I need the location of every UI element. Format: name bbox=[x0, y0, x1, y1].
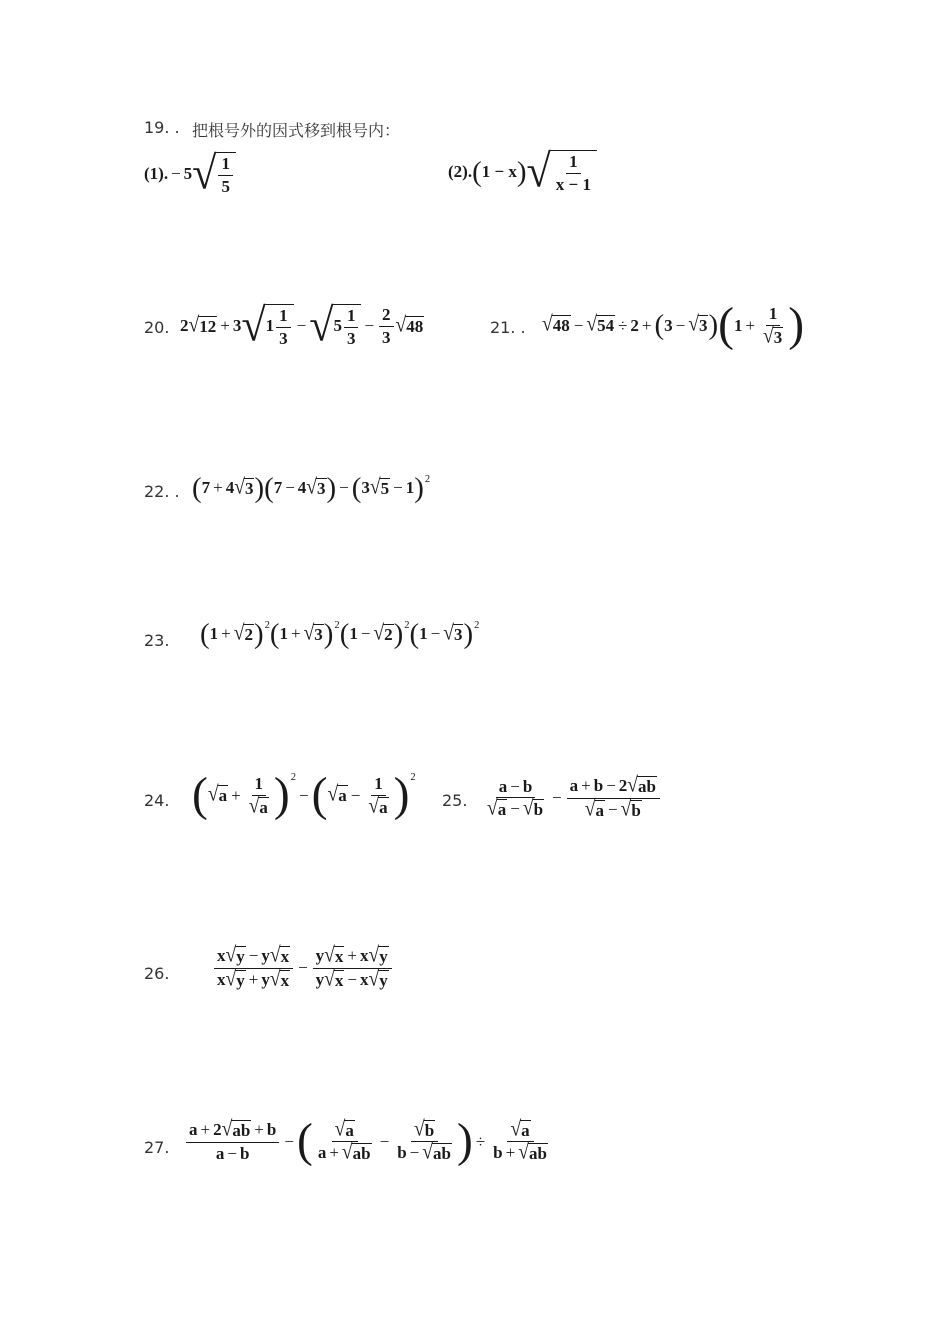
q20-number: 20. bbox=[144, 318, 170, 337]
fraction: √ b b − √ ab bbox=[397, 1117, 451, 1165]
fraction: y √ x + x √ y y √ x − x √ y bbox=[313, 946, 392, 990]
q22-number: 22. . bbox=[144, 482, 180, 501]
q25-number: 25. bbox=[442, 791, 468, 810]
fraction: $\frac{2}{3}$ bbox=[379, 305, 394, 347]
fraction: a − b √ a − √ b bbox=[487, 776, 544, 821]
num: 1 bbox=[218, 154, 233, 176]
fraction: 1 √ 3 bbox=[763, 304, 783, 348]
part1-label: (1). bbox=[144, 164, 169, 184]
num: 1 bbox=[566, 152, 581, 174]
plus-sign: + bbox=[220, 316, 230, 336]
minus-sign: − bbox=[573, 315, 584, 335]
sqrt: √ 48 bbox=[542, 313, 570, 337]
fraction: a + b − 2 √ ab √ a − √ b bbox=[567, 776, 660, 820]
fraction: √ a a + √ ab bbox=[317, 1117, 371, 1165]
factor: 1 − x bbox=[481, 162, 517, 182]
q23-expression: ( 1 + √ 2 ) 2 ( 1 + √ 3 ) 2 ( 1 − √ 2 ) 2 ( 1 − √ 3 ) 2 bbox=[200, 618, 480, 650]
coef: 3 bbox=[232, 316, 242, 336]
q24-number: 24. bbox=[144, 791, 170, 810]
q25-expression: a − b √ a − √ b − a + b − 2 √ ab √ a − √ b bbox=[482, 776, 662, 820]
minus-sign: − bbox=[171, 164, 181, 184]
minus-sign: − bbox=[296, 316, 307, 336]
q22-expression: ( 7 + 4 √ 3 ) ( 7 − 4 √ 3 ) − ( 3 √ 5 − 1 ) 2 bbox=[192, 472, 431, 504]
q26-expression: x √ y − y √ x x √ y + y √ x − y √ x + x √ y y √ x − x √ y bbox=[212, 946, 394, 990]
sqrt: √ 54 bbox=[586, 313, 615, 337]
sqrt: √ $\frac{1}{5}$ bbox=[192, 152, 236, 196]
fraction: √ a b + √ ab bbox=[493, 1117, 547, 1165]
q20-expression bbox=[180, 299, 424, 352]
q21-expression: √ 48 − √ 54 ÷ 2 + ( 3 − √ 3 ) ( 1 + 1 √ 3 ) bbox=[542, 299, 805, 351]
fraction: a + 2 √ ab + b a − b bbox=[186, 1120, 279, 1163]
q19-part2: (2). ( 1 − x ) √ $\frac{1}{x - 1}$ bbox=[448, 150, 597, 194]
q27-number: 27. bbox=[144, 1138, 170, 1157]
q26-number: 26. bbox=[144, 964, 170, 983]
plus-sign: + bbox=[641, 315, 652, 335]
minus-sign: − bbox=[364, 316, 375, 336]
q27-expression: a + 2 √ ab + b a − b − ( √ a a + √ ab − √ b b − √ ab ) ÷ √ a b + √ ab bbox=[184, 1118, 553, 1166]
coef: 2 bbox=[180, 316, 189, 336]
q19-instruction: 把根号外的因式移到根号内： bbox=[192, 121, 401, 140]
q19-part1 bbox=[144, 147, 236, 200]
part2-label: (2). bbox=[448, 162, 473, 182]
sqrt: √ 5 $\frac{1}{3}$ bbox=[309, 304, 361, 348]
fraction: x √ y − y √ x x √ y + y √ x bbox=[214, 946, 293, 990]
den: x − 1 bbox=[555, 174, 591, 194]
q23-number: 23. bbox=[144, 631, 170, 650]
q24-expression: ( √ a + 1 √ a ) 2 − ( √ a − 1 √ a ) 2 bbox=[192, 769, 416, 821]
div-sign: ÷ bbox=[618, 315, 628, 335]
sqrt: √ 1 $\frac{1}{3}$ bbox=[241, 304, 293, 348]
den: 5 bbox=[221, 176, 230, 196]
coef: 5 bbox=[183, 164, 193, 184]
q19-number: 19. . bbox=[144, 118, 180, 137]
sqrt: √ 12 bbox=[188, 313, 217, 337]
q21-number: 21. . bbox=[490, 318, 526, 337]
sqrt: √ $\frac{1}{x - 1}$ bbox=[527, 150, 597, 194]
sqrt: √ 48 bbox=[395, 313, 424, 337]
